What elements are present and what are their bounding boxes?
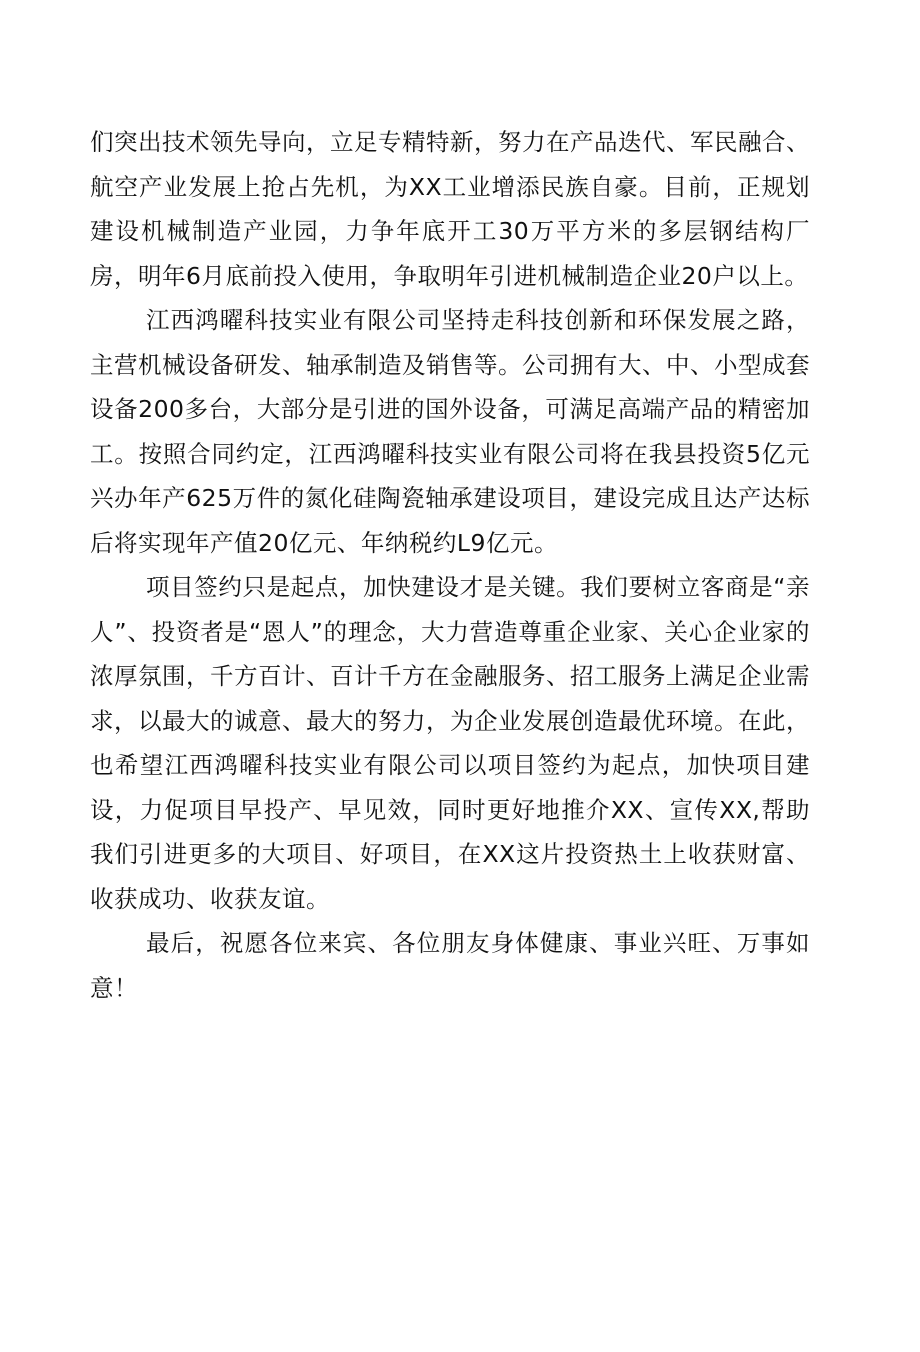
paragraph-company-intro: 江西鸿曜科技实业有限公司坚持走科技创新和环保发展之路，主营机械设备研发、轴承制造及销售等。公司拥有大、中、小型成套设备200多台，大部分是引进的国外设备，可满足高端产品的精密加工。按照合同约定，江西鸿曜科技实业有限公司将在我县投资5亿元兴办年产625万件的氮化硅陶瓷轴承建设项目，建设完成且达产达标后将实现年产值20亿元、年纳税约L9亿元。 (90, 306, 810, 557)
document-body (90, 120, 810, 1010)
paragraph-continuation: 们突出技术领先导向，立足专精特新，努力在产品迭代、军民融合、航空产业发展上抢占先机，为XX工业增添民族自豪。目前，正规划建设机械制造产业园，力争年底开工30万平方米的多层钢结构厂房，明年6月底前投入使用，争取明年引进机械制造企业20户以上。 (90, 128, 810, 290)
paragraph-closing-wishes: 最后，祝愿各位来宾、各位朋友身体健康、事业兴旺、万事如意！ (90, 929, 810, 1002)
paragraph-project-commitment: 项目签约只是起点，加快建设才是关键。我们要树立客商是“亲人”、投资者是“恩人”的理念，大力营造尊重企业家、关心企业家的浓厚氛围，千方百计、百计千方在金融服务、招工服务上满足企业需求，以最大的诚意、最大的努力，为企业发展创造最优环境。在此，也希望江西鸿曜科技实业有限公司以项目签约为起点，加快项目建设，力促项目早投产、早见效，同时更好地推介XX、宣传XX,帮助我们引进更多的大项目、好项目，在XX这片投资热土上收获财富、收获成功、收获友谊。 (90, 573, 810, 913)
